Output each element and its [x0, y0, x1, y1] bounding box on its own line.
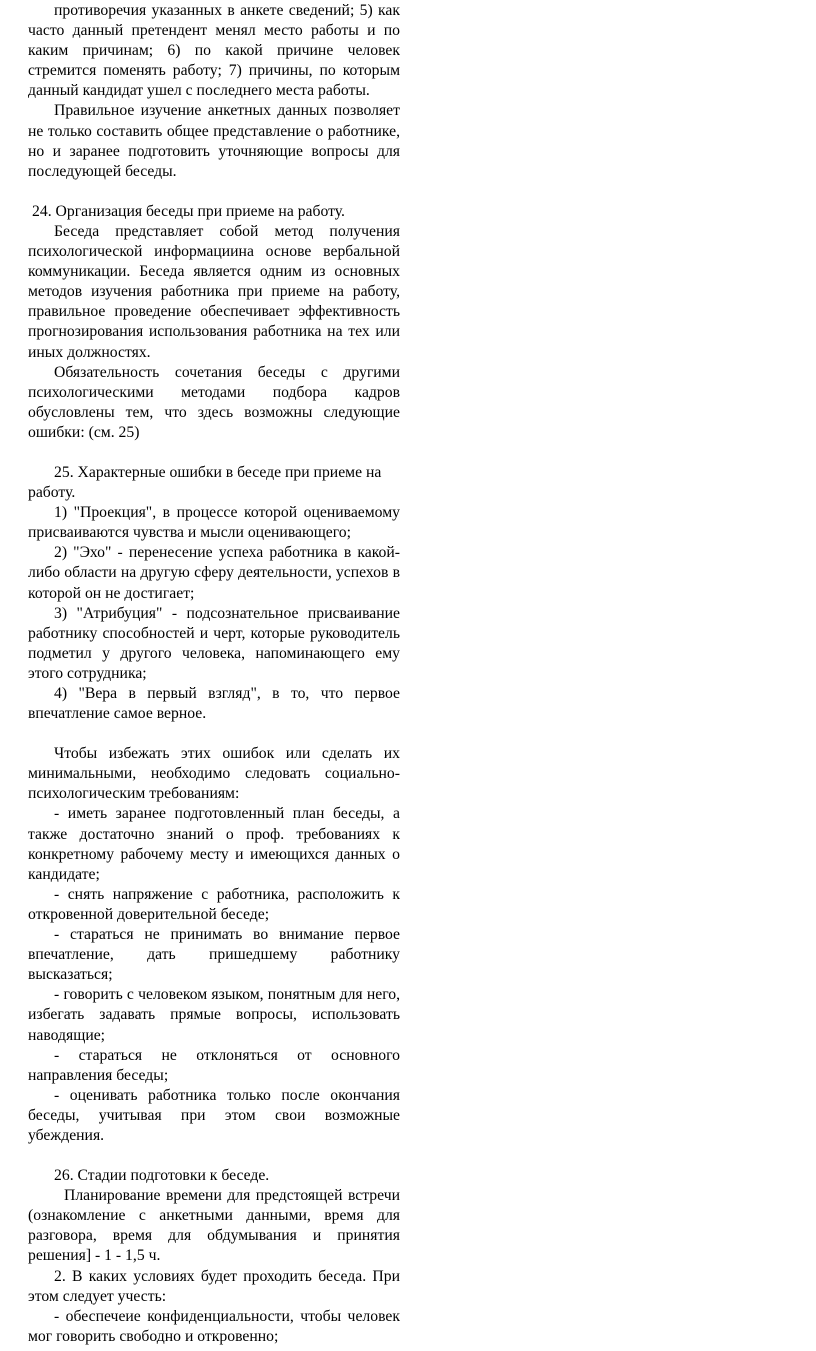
spacer [28, 182, 400, 202]
section-heading: 25. Характерные ошибки в беседе при приеме на работу. [28, 463, 382, 502]
list-item: - снять напряжение с работника, расположить к откровенной доверительной беседе; [28, 885, 400, 923]
intro-paragraph: Правильное изучение анкетных данных позволяет не только составить общее представление о работнике, но и заранее подготовить уточняющие вопросы для последующей беседы. [28, 102, 400, 180]
list-item: 3) "Атрибуция" - подсознательное присваивание работнику способностей и черт, которые руководитель подметил у другого человека, напоминающего ему этого сотрудника; [28, 604, 400, 682]
section-heading: 26. Стадии подготовки к беседе. [54, 1167, 270, 1185]
text-column [28, 1, 400, 1347]
intro-paragraph: противоречия указанных в анкете сведений; 5) как часто данный претендент менял место работы и по каким причинам; 6) по какой причине человек стремится поменять работу; 7) причины, по которым данный кандидат ушел с последнего места работы. [28, 2, 400, 100]
list-item: - стараться не принимать во внимание первое впечатление, дать пришедшему работнику высказаться; [28, 926, 400, 984]
paragraph: 2. В каких условиях будет проходить беседа. При этом следует учесть: [28, 1267, 400, 1305]
spacer [28, 1146, 400, 1166]
list-item: 1) "Проекция", в процессе которой оцениваемому присваиваются чувства и мысли оценивающего; [28, 504, 400, 542]
list-item: 2) "Эхо" - перенесение успеха работника в какой-либо области на другую сферу деятельности, успехов в которой он не достигает; [28, 544, 400, 602]
spacer [28, 724, 400, 744]
list-item: - оценивать работника только после окончания беседы, учитывая при этом свои возможные убеждения. [28, 1086, 400, 1144]
paragraph: Планирование времени для предстоящей встречи (ознакомление с анкетными данными, время для разговора, время для обдумывания и принятия решения] - 1 - 1,5 ч. [28, 1187, 400, 1265]
spacer [28, 443, 400, 463]
paragraph: - обеспечеие конфиденциальности, чтобы человек мог говорить свободно и откровенно; [28, 1307, 400, 1345]
paragraph: Чтобы избежать этих ошибок или сделать их минимальными, необходимо следовать социально-психологическим требованиям: [28, 745, 400, 803]
list-item: - стараться не отклоняться от основного направления беседы; [28, 1046, 400, 1084]
paragraph: Обязательность сочетания беседы с другими психологическими методами подбора кадров обусловлены тем, что здесь возможны следующие ошибки: (см. 25) [28, 363, 400, 441]
list-item: 4) "Вера в первый взгляд", в то, что первое впечатление самое верное. [28, 685, 400, 723]
section-heading: 24. Организация беседы при приеме на работу. [32, 202, 345, 220]
list-item: - говорить с человеком языком, понятным для него, избегать задавать прямые вопросы, использовать наводящие; [28, 986, 400, 1044]
list-item: - иметь заранее подготовленный план беседы, а также достаточно знаний о проф. требованиях к конкретному рабочему месту и имеющихся данных о кандидате; [28, 805, 400, 883]
paragraph: Беседа представляет собой метод получения психологической информациина основе вербальной коммуникации. Беседа является одним из основных методов изучения работника при приеме на работу, правильное проведение обеспечивает эффективность прогнозирования использования работника на тех или иных должностях. [28, 222, 400, 361]
